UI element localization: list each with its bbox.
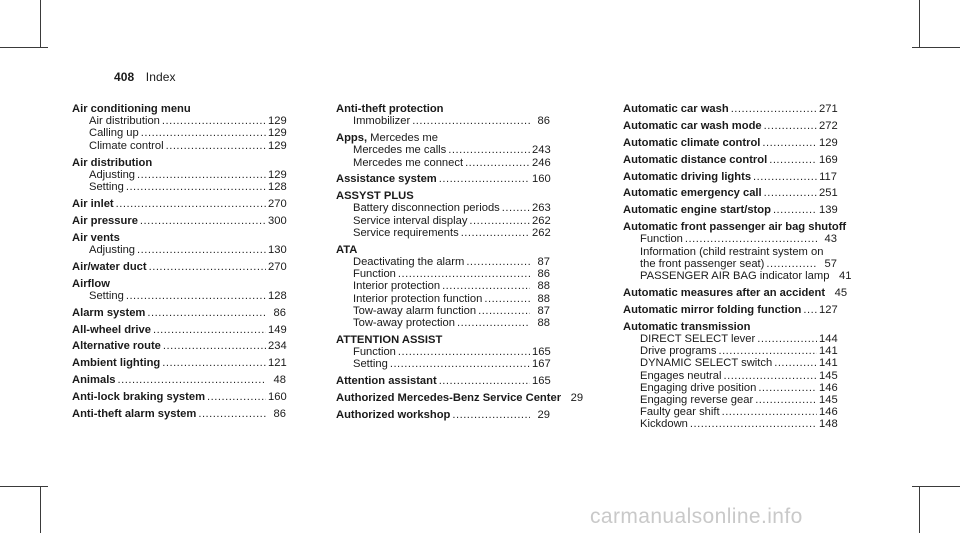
crop-mark bbox=[40, 0, 41, 48]
entry-label: Setting bbox=[353, 358, 388, 371]
leader-dots bbox=[758, 382, 817, 394]
index-subentry bbox=[336, 227, 550, 239]
entry-label: Tow-away protection bbox=[353, 317, 455, 329]
index-subentry bbox=[72, 115, 286, 127]
index-entry bbox=[336, 190, 550, 202]
page-number: 408 bbox=[114, 70, 135, 84]
entry-label: Mercedes me connect bbox=[353, 156, 464, 169]
entry-label: the front passenger seat) bbox=[640, 257, 765, 270]
leader-dots bbox=[718, 345, 817, 357]
leader-dots bbox=[466, 256, 530, 268]
page-reference: 144 bbox=[819, 332, 838, 345]
leader-dots bbox=[769, 154, 817, 166]
entry-label: Setting bbox=[89, 180, 124, 193]
index-entry bbox=[72, 215, 286, 227]
page-reference: 129 bbox=[819, 136, 838, 149]
index-entry bbox=[623, 171, 837, 183]
page-reference: 41 bbox=[838, 270, 852, 283]
page-reference: 300 bbox=[268, 214, 287, 227]
entry-label: Automatic engine start/stop bbox=[623, 204, 771, 217]
page-reference: 88 bbox=[537, 292, 550, 305]
entry-label: Air/water duct bbox=[72, 260, 147, 273]
index-subentry bbox=[623, 258, 837, 270]
index-subentry bbox=[336, 305, 550, 317]
leader-dots bbox=[140, 215, 266, 227]
leader-dots bbox=[398, 268, 530, 280]
entry-label: Apps, bbox=[336, 132, 368, 145]
index-subentry bbox=[72, 127, 286, 139]
crop-mark bbox=[912, 486, 960, 487]
index-entry bbox=[72, 198, 286, 210]
index-subentry bbox=[623, 246, 837, 258]
crop-mark bbox=[919, 0, 920, 48]
index-entry bbox=[336, 103, 550, 115]
leader-dots bbox=[722, 406, 817, 418]
entry-label: Service requirements bbox=[353, 226, 459, 239]
entry-label: Setting bbox=[89, 289, 124, 302]
leader-dots bbox=[773, 204, 817, 216]
index-entry bbox=[72, 357, 286, 369]
page-reference: 167 bbox=[532, 358, 551, 371]
index-subentry bbox=[336, 280, 550, 292]
index-column-2 bbox=[336, 103, 584, 421]
entry-label: Authorized workshop bbox=[336, 408, 451, 421]
index-entry bbox=[623, 221, 847, 234]
leader-dots bbox=[207, 391, 266, 403]
entry-label: Engages neutral bbox=[640, 369, 722, 382]
leader-dots bbox=[126, 181, 266, 193]
entry-label: Air vents bbox=[72, 231, 120, 244]
leader-dots bbox=[147, 307, 266, 319]
leader-dots bbox=[398, 346, 530, 358]
index-entry bbox=[336, 173, 550, 185]
page-reference: 127 bbox=[819, 303, 838, 316]
leader-dots bbox=[469, 215, 530, 227]
page-reference: 139 bbox=[819, 204, 838, 217]
page-reference: 88 bbox=[537, 317, 550, 329]
entry-label: ASSYST PLUS bbox=[336, 190, 414, 203]
page-reference: 128 bbox=[268, 289, 287, 302]
entry-label: DIRECT SELECT lever bbox=[640, 332, 756, 345]
leader-dots bbox=[478, 305, 530, 317]
index-entry bbox=[623, 137, 837, 149]
entry-label: Automatic driving lights bbox=[623, 170, 752, 183]
entry-label: Automatic mirror folding function bbox=[623, 303, 802, 316]
leader-dots bbox=[137, 169, 266, 181]
index-subentry bbox=[72, 140, 286, 152]
leader-dots bbox=[162, 357, 266, 369]
leader-dots bbox=[461, 227, 530, 239]
entry-label: Attention assistant bbox=[336, 375, 437, 388]
index-subentry bbox=[336, 256, 550, 268]
entry-label: Air pressure bbox=[72, 214, 138, 227]
index-subentry bbox=[623, 370, 837, 382]
page-reference: 117 bbox=[819, 170, 837, 183]
index-entry bbox=[72, 374, 286, 386]
entry-label: Immobilizer bbox=[353, 115, 411, 128]
page-reference: 270 bbox=[268, 260, 287, 273]
entry-label: Service interval display bbox=[353, 214, 468, 227]
crop-mark bbox=[0, 486, 48, 487]
page-header bbox=[114, 70, 176, 84]
leader-dots bbox=[137, 244, 266, 256]
index-subentry bbox=[623, 270, 852, 283]
entry-label: Automatic distance control bbox=[623, 153, 768, 166]
entry-label: Automatic car wash bbox=[623, 103, 729, 115]
entry-label: Airflow bbox=[72, 277, 110, 290]
page-reference: 262 bbox=[532, 214, 551, 227]
index-subentry bbox=[336, 157, 550, 169]
page-reference: 86 bbox=[273, 408, 286, 420]
page-reference: 88 bbox=[537, 280, 550, 293]
page-reference: 149 bbox=[268, 323, 287, 336]
leader-dots bbox=[764, 120, 817, 132]
entry-label: Faulty gear shift bbox=[640, 406, 720, 419]
index-column-1 bbox=[72, 103, 286, 420]
entry-label: Alarm system bbox=[72, 306, 146, 319]
leader-dots bbox=[731, 103, 817, 115]
index-subentry bbox=[336, 215, 550, 227]
page-reference: 87 bbox=[537, 255, 550, 268]
leader-dots bbox=[116, 198, 266, 210]
index-subentry bbox=[623, 233, 837, 245]
entry-label: DYNAMIC SELECT switch bbox=[640, 357, 773, 370]
index-subentry bbox=[623, 394, 837, 406]
index-entry bbox=[72, 261, 286, 273]
index-entry bbox=[72, 103, 286, 115]
entry-label: Engaging drive position bbox=[640, 381, 757, 394]
page-reference: 145 bbox=[819, 393, 838, 406]
leader-dots bbox=[118, 374, 266, 386]
leader-dots bbox=[690, 418, 817, 430]
entry-label: Ambient lighting bbox=[72, 357, 161, 370]
leader-dots bbox=[753, 171, 817, 183]
leader-dots bbox=[390, 358, 530, 370]
page-reference: 129 bbox=[268, 127, 287, 140]
page-reference: 141 bbox=[819, 345, 838, 358]
entry-label: Automatic front passenger air bag shutoff bbox=[623, 221, 847, 234]
entry-label: Function bbox=[640, 233, 683, 246]
entry-label: Battery disconnection periods bbox=[353, 202, 500, 215]
index-subentry bbox=[336, 317, 550, 329]
index-entry bbox=[72, 307, 286, 319]
page-reference: 86 bbox=[273, 306, 286, 319]
leader-dots bbox=[126, 290, 266, 302]
page-reference: 57 bbox=[824, 257, 837, 270]
page-reference: 146 bbox=[819, 381, 838, 394]
crop-mark bbox=[0, 47, 48, 48]
section-title: Index bbox=[145, 70, 176, 84]
leader-dots bbox=[457, 317, 530, 329]
page-reference: 243 bbox=[532, 144, 551, 157]
entry-label: ATTENTION ASSIST bbox=[336, 333, 443, 346]
index-subentry bbox=[72, 290, 286, 302]
index-subentry bbox=[623, 333, 837, 345]
leader-dots bbox=[141, 127, 266, 139]
entry-label: Automatic transmission bbox=[623, 320, 751, 333]
crop-mark bbox=[919, 486, 920, 533]
index-subentry bbox=[72, 181, 286, 193]
page-reference: 29 bbox=[537, 408, 550, 421]
page-reference: 145 bbox=[819, 369, 838, 382]
index-subentry bbox=[623, 345, 837, 357]
entry-label: Automatic emergency call bbox=[623, 187, 762, 200]
index-subentry bbox=[623, 357, 837, 369]
page-reference: 270 bbox=[268, 197, 287, 210]
leader-dots bbox=[723, 370, 817, 382]
leader-dots bbox=[484, 293, 530, 305]
entry-label: Automatic climate control bbox=[623, 136, 761, 149]
leader-dots bbox=[439, 375, 530, 387]
entry-label: Mercedes me calls bbox=[353, 144, 447, 157]
index-entry bbox=[623, 304, 837, 316]
leader-dots bbox=[766, 258, 817, 270]
index-entry bbox=[72, 340, 286, 352]
leader-dots bbox=[762, 137, 817, 149]
page-reference: 48 bbox=[273, 374, 286, 387]
page-reference: 128 bbox=[268, 180, 287, 193]
index-entry bbox=[623, 103, 837, 115]
index-entry bbox=[623, 120, 837, 132]
entry-label: Anti-theft alarm system bbox=[72, 408, 197, 420]
entry-label: Kickdown bbox=[640, 418, 688, 431]
page-reference: 29 bbox=[570, 392, 584, 405]
index-entry bbox=[623, 154, 837, 166]
page-reference: 165 bbox=[532, 346, 551, 359]
entry-label: Air conditioning menu bbox=[72, 103, 191, 115]
index-entry bbox=[336, 375, 550, 387]
entry-label: Authorized Mercedes-Benz Service Center bbox=[336, 392, 562, 405]
page-reference: 129 bbox=[268, 115, 287, 128]
entry-label: ATA bbox=[336, 243, 358, 256]
watermark: carmanualsonline.info bbox=[590, 505, 803, 528]
page-reference: 146 bbox=[819, 406, 838, 419]
leader-dots bbox=[412, 115, 530, 127]
leader-dots bbox=[803, 304, 817, 316]
leader-dots bbox=[442, 280, 530, 292]
leader-dots bbox=[755, 394, 817, 406]
page-reference: 160 bbox=[268, 391, 287, 404]
entry-label: Tow-away alarm function bbox=[353, 304, 477, 317]
page-reference: 129 bbox=[268, 139, 287, 152]
index-subentry bbox=[336, 293, 550, 305]
entry-label: Interior protection function bbox=[353, 292, 483, 305]
leader-dots bbox=[163, 340, 266, 352]
entry-label: Air inlet bbox=[72, 197, 114, 210]
page-reference: 148 bbox=[819, 418, 838, 431]
page-reference: 251 bbox=[819, 187, 838, 200]
entry-label: Function bbox=[353, 268, 396, 281]
entry-label: Climate control bbox=[89, 139, 164, 152]
entry-label: Function bbox=[353, 346, 396, 359]
index-subentry bbox=[336, 358, 550, 370]
page-reference: 129 bbox=[268, 168, 287, 181]
page-reference: 86 bbox=[537, 115, 550, 128]
index-entry bbox=[623, 286, 848, 299]
index-subentry bbox=[623, 406, 837, 418]
index-entry bbox=[336, 132, 550, 144]
entry-label: Drive programs bbox=[640, 345, 717, 358]
leader-dots bbox=[162, 115, 266, 127]
crop-mark bbox=[912, 47, 960, 48]
index-entry bbox=[72, 157, 286, 169]
index-entry bbox=[336, 392, 584, 405]
leader-dots bbox=[774, 357, 817, 369]
leader-dots bbox=[465, 157, 530, 169]
index-entry bbox=[336, 409, 550, 421]
page-reference: 246 bbox=[532, 156, 551, 169]
leader-dots bbox=[153, 324, 266, 336]
page-reference: 234 bbox=[268, 340, 287, 353]
page-reference: 160 bbox=[532, 173, 551, 186]
entry-label: Assistance system bbox=[336, 173, 437, 186]
leader-dots bbox=[448, 144, 530, 156]
index-subentry bbox=[623, 382, 837, 394]
leader-dots bbox=[149, 261, 266, 273]
index-subentry bbox=[623, 418, 837, 430]
entry-label: Adjusting bbox=[89, 243, 136, 256]
leader-dots bbox=[757, 333, 817, 345]
index-entry bbox=[72, 408, 286, 420]
entry-label: Air distribution bbox=[72, 156, 153, 169]
index-subentry bbox=[336, 115, 550, 127]
index-entry bbox=[623, 187, 837, 199]
page-reference: 141 bbox=[819, 357, 838, 370]
page-reference: 165 bbox=[532, 375, 551, 388]
leader-dots bbox=[439, 173, 530, 185]
entry-label: Automatic car wash mode bbox=[623, 119, 762, 132]
entry-label: Automatic measures after an accident bbox=[623, 286, 826, 299]
entry-label: Interior protection bbox=[353, 280, 441, 293]
entry-label: Adjusting bbox=[89, 168, 136, 181]
entry-label: Alternative route bbox=[72, 340, 161, 353]
leader-dots bbox=[685, 233, 817, 245]
index-subentry bbox=[72, 169, 286, 181]
page-reference: 272 bbox=[819, 119, 838, 132]
index-entry bbox=[72, 278, 286, 290]
index-subentry bbox=[336, 268, 550, 280]
page-reference: 271 bbox=[819, 103, 838, 115]
index-entry bbox=[336, 244, 550, 256]
entry-label: Deactivating the alarm bbox=[353, 255, 465, 268]
entry-label: Information (child restraint system on bbox=[640, 245, 824, 258]
entry-label: Calling up bbox=[89, 127, 139, 140]
leader-dots bbox=[198, 408, 266, 420]
entry-label-rest: Mercedes me bbox=[367, 132, 438, 145]
index-subentry bbox=[72, 244, 286, 256]
entry-label: All-wheel drive bbox=[72, 323, 151, 336]
index-entry bbox=[72, 324, 286, 336]
index-subentry bbox=[336, 346, 550, 358]
entry-label: PASSENGER AIR BAG indicator lamp bbox=[640, 270, 830, 283]
index-column-3 bbox=[623, 103, 852, 431]
index-entry bbox=[623, 204, 837, 216]
index-subentry bbox=[336, 202, 550, 214]
page-reference: 121 bbox=[268, 357, 287, 370]
index-entry bbox=[72, 232, 286, 244]
page-reference: 43 bbox=[824, 233, 837, 246]
leader-dots bbox=[452, 409, 530, 421]
page-reference: 130 bbox=[268, 243, 287, 256]
page-reference: 263 bbox=[532, 202, 551, 215]
crop-mark bbox=[40, 486, 41, 533]
index-entry bbox=[336, 334, 550, 346]
page-reference: 169 bbox=[819, 153, 838, 166]
leader-dots bbox=[502, 202, 530, 214]
entry-label: Anti-lock braking system bbox=[72, 391, 206, 404]
entry-label: Engaging reverse gear bbox=[640, 393, 754, 406]
leader-dots bbox=[166, 140, 266, 152]
page-reference: 45 bbox=[834, 286, 848, 299]
page-reference: 87 bbox=[537, 304, 550, 317]
page-reference: 86 bbox=[537, 268, 550, 281]
index-subentry bbox=[336, 144, 550, 156]
entry-label: Anti-theft protection bbox=[336, 103, 444, 115]
leader-dots bbox=[764, 187, 817, 199]
entry-label: Animals bbox=[72, 374, 116, 387]
entry-label: Air distribution bbox=[89, 115, 160, 128]
index-entry bbox=[72, 391, 286, 403]
page-reference: 262 bbox=[532, 226, 551, 239]
index-entry bbox=[623, 321, 837, 333]
